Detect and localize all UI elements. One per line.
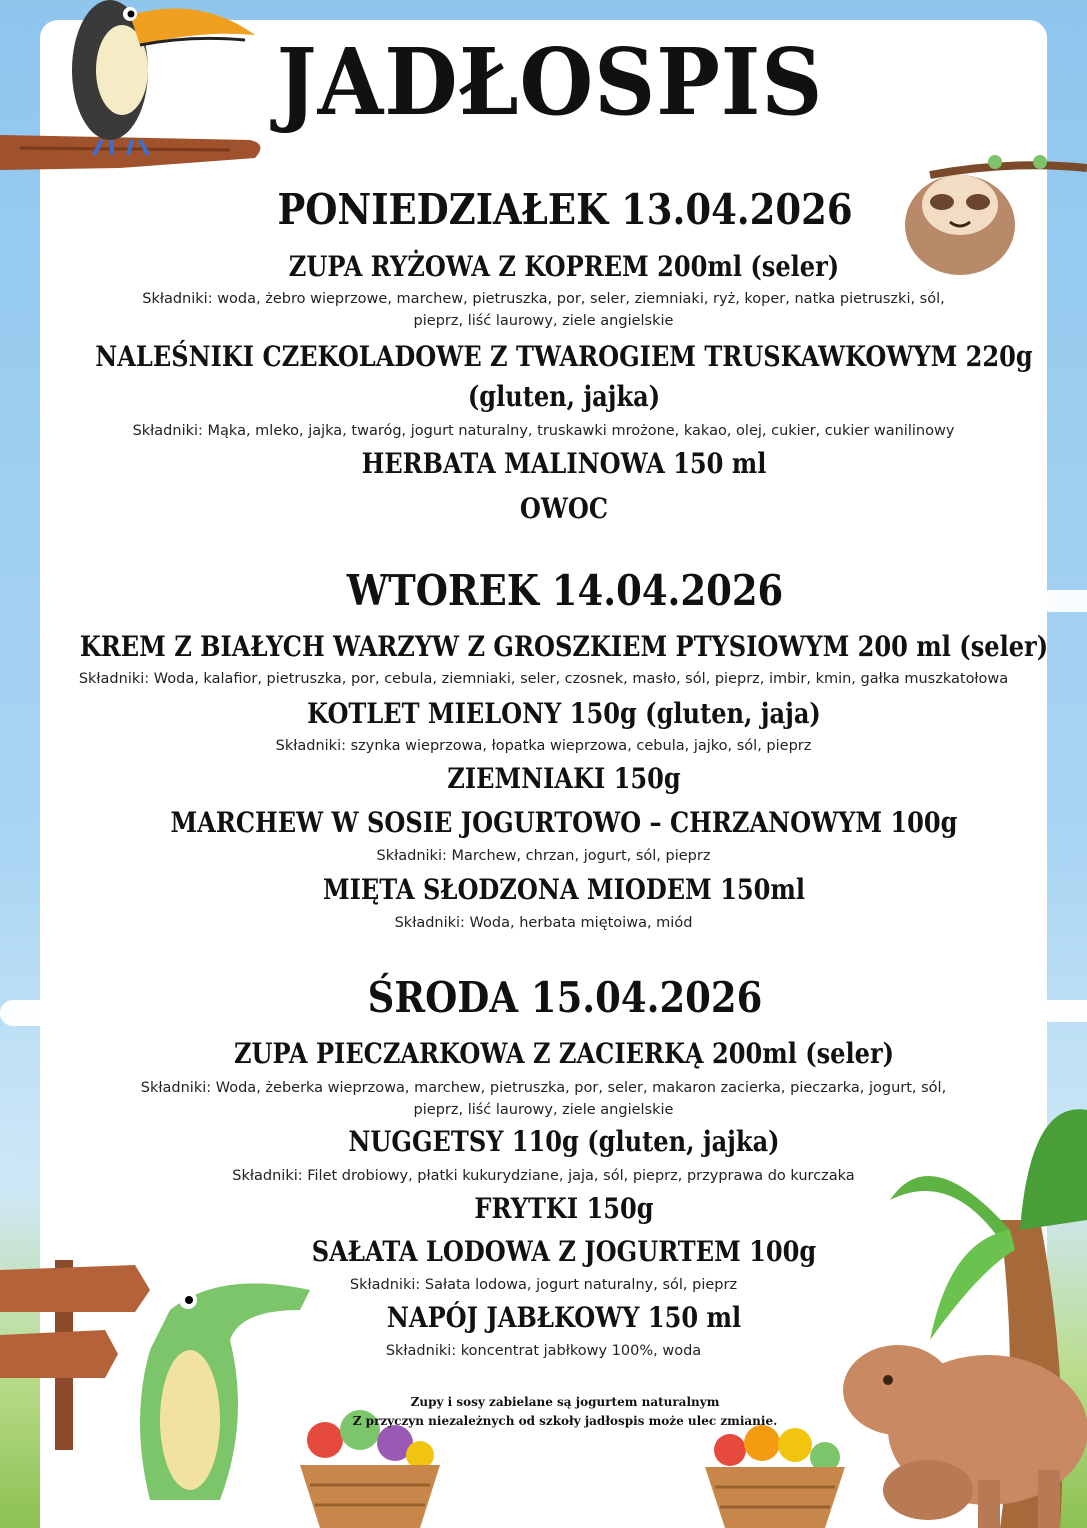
dish-ingredients: Składniki: Mąka, mleko, jajka, twaróg, jogurt naturalny, truskawki mrożone, kakao, olej, cukier, cukier wanilinowy (132, 423, 955, 439)
dish-ingredients: Składniki: koncentrat jabłkowy 100%, woda (385, 1343, 702, 1359)
dish-ingredients: Składniki: Sałata lodowa, jogurt naturalny, sól, pieprz (349, 1277, 738, 1293)
dish-name: SAŁATA LODOWA Z JOGURTEM 100g (311, 1235, 817, 1268)
dish-ingredients: Składniki: Woda, żeberka wieprzowa, marchew, pietruszka, por, seler, makaron zacierka, pieczarka, jogurt, sól, (140, 1080, 947, 1096)
dish-ingredients: Składniki: woda, żebro wieprzowe, marchew, pietruszka, por, seler, ziemniaki, ryż, koper, natka pietruszki, sól, (142, 291, 945, 307)
dish-name: NAPÓJ JABŁKOWY 150 ml (386, 1301, 742, 1334)
dish-name: MIĘTA SŁODZONA MIODEM 150ml (323, 873, 805, 906)
dish-ingredients: Składniki: Marchew, chrzan, jogurt, sól, pieprz (376, 848, 711, 864)
dish-name: HERBATA MALINOWA 150 ml (361, 447, 767, 480)
dish-ingredients: pieprz, liść laurowy, ziele angielskie (413, 313, 674, 329)
day-heading-wednesday: ŚRODA 15.04.2026 (367, 973, 763, 1022)
dish-name: NUGGETSY 110g (gluten, jajka) (348, 1125, 780, 1158)
footer-note: Zupy i sosy zabielane są jogurtem naturalnym (410, 1395, 720, 1409)
dish-name: KREM Z BIAŁYCH WARZYW Z GROSZKIEM PTYSIOWYM 200 ml (seler) (79, 630, 1049, 663)
dish-ingredients: Składniki: szynka wieprzowa, łopatka wieprzowa, cebula, jajko, sól, pieprz (275, 738, 812, 754)
day-heading-tuesday: WTOREK 14.04.2026 (346, 566, 784, 615)
dish-ingredients: Składniki: Filet drobiowy, płatki kukurydziane, jaja, sól, pieprz, przyprawa do kurczaka (232, 1168, 855, 1184)
dish-name: FRYTKI 150g (474, 1192, 654, 1225)
dish-ingredients: pieprz, liść laurowy, ziele angielskie (413, 1102, 674, 1118)
dish-name: KOTLET MIELONY 150g (gluten, jaja) (307, 697, 821, 730)
dish-name: OWOC (519, 492, 609, 525)
footer-note: Z przyczyn niezależnych od szkoły jadłospis może ulec zmianie. (352, 1414, 778, 1428)
day-heading-monday: PONIEDZIAŁEK 13.04.2026 (277, 185, 853, 234)
dish-name: NALEŚNIKI CZEKOLADOWE Z TWAROGIEM TRUSKAWKOWYM 220g (95, 340, 1033, 373)
dish-name: ZIEMNIAKI 150g (447, 762, 681, 795)
dish-name: ZUPA RYŻOWA Z KOPREM 200ml (seler) (288, 250, 840, 283)
page-title: JADŁOSPIS (276, 28, 824, 136)
dish-name: MARCHEW W SOSIE JOGURTOWO – CHRZANOWYM 100g (170, 806, 958, 839)
dish-ingredients: Składniki: Woda, herbata miętoiwa, miód (394, 915, 693, 931)
dish-name-continued: (gluten, jajka) (467, 380, 661, 413)
dish-name: ZUPA PIECZARKOWA Z ZACIERKĄ 200ml (seler) (233, 1037, 895, 1070)
dish-ingredients: Składniki: Woda, kalafior, pietruszka, por, cebula, ziemniaki, seler, czosnek, masło, sól, pieprz, imbir, kmin, gałka muszkatołowa (78, 671, 1009, 687)
